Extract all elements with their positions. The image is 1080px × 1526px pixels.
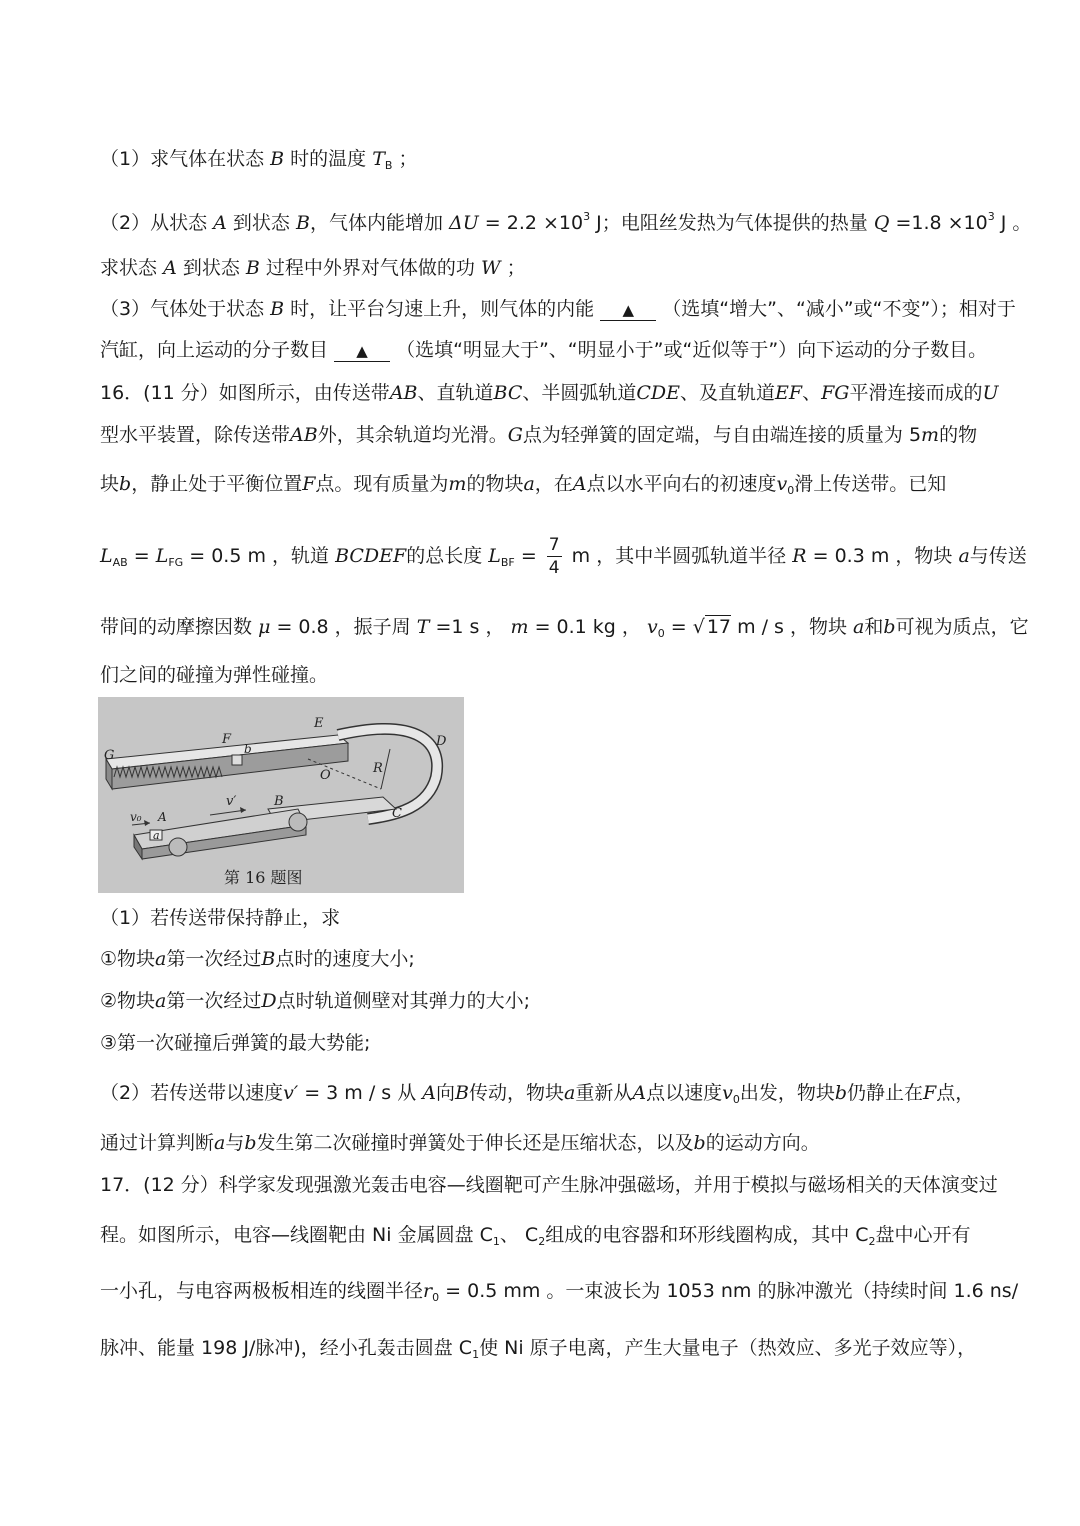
text: ；: [398, 148, 418, 170]
text: （选填“增大”、“减小”或“不变”）；相对于: [662, 298, 1016, 320]
text: 滑上传送带。已知: [794, 473, 947, 495]
subscript: 2: [538, 1235, 546, 1248]
text: ②物块: [100, 990, 156, 1012]
var: m: [510, 616, 529, 638]
text: ①物块: [100, 948, 156, 970]
q16-line3: [100, 471, 990, 504]
text: 们之间的碰撞为弹性碰撞。: [100, 664, 329, 686]
var: a: [155, 990, 167, 1012]
text: 、直轨道: [417, 382, 494, 404]
q16-sub1-1: [100, 946, 990, 972]
text: 时的温度: [290, 148, 367, 170]
var: a: [523, 473, 535, 495]
var: A: [572, 473, 587, 495]
var: b: [834, 1082, 848, 1104]
var: b: [119, 473, 132, 495]
text: m / s ，物块: [737, 616, 847, 638]
text: 仍静止在: [847, 1082, 924, 1104]
subscript: AB: [112, 556, 128, 569]
text: 点以速度: [646, 1082, 723, 1104]
text: （2）若传送带以速度: [100, 1082, 284, 1104]
text: 重新从: [575, 1082, 633, 1104]
var: Q: [873, 212, 890, 234]
q15-part2-cont: [100, 255, 990, 281]
subscript: 0: [732, 1093, 740, 1106]
text: 平滑连接而成的: [849, 382, 983, 404]
label-a: a: [153, 829, 160, 842]
text: 脉冲、能量 198 J/脉冲)，经小孔轰击圆盘 C: [100, 1337, 473, 1359]
sqrt-value: 17: [706, 616, 732, 638]
text: 汽缸，向上运动的分子数目: [100, 339, 329, 361]
var: ΔU: [449, 212, 479, 234]
subscript: 1: [492, 1235, 500, 1248]
text: 外，其余轨道均光滑。: [317, 424, 508, 446]
subscript: 0: [657, 627, 665, 640]
var: R: [792, 545, 807, 567]
answer-blank: ▲: [600, 300, 656, 321]
text: = 2.2 ×10: [484, 212, 584, 234]
text: 的总长度: [406, 545, 483, 567]
text: 17．(12 分）科学家发现强激光轰击电容—线圈靶可产生脉冲强磁场，并用于模拟与磁场相关的天体演变过: [100, 1174, 998, 1196]
text: 的运动方向。: [705, 1132, 820, 1154]
q15-part2: [100, 204, 1032, 236]
text: 第一次经过: [166, 990, 262, 1012]
track-diagram: [98, 697, 464, 893]
var: CDE: [636, 382, 681, 404]
subscript: 1: [472, 1348, 480, 1361]
q15-part1: [100, 146, 990, 179]
q16-line6: [100, 662, 990, 688]
text: = 0.3 m ，物块: [812, 545, 953, 567]
label-O: O: [320, 768, 331, 783]
text: 时，让平台匀速上升，则气体的内能: [290, 298, 595, 320]
label-B: B: [274, 794, 284, 809]
var: D: [261, 990, 277, 1012]
var: B: [245, 257, 260, 279]
text: ，气体内能增加: [309, 212, 443, 234]
q17-line4: [100, 1335, 990, 1368]
label-G: G: [104, 748, 115, 763]
label-vprime: v′: [226, 794, 237, 809]
text: 可视为质点，它: [895, 616, 1029, 638]
text: J 。: [1000, 212, 1032, 234]
text: =: [670, 616, 687, 638]
q16-sub2-cont: [100, 1130, 990, 1156]
text: 、 C: [499, 1224, 539, 1246]
block-b: [232, 755, 242, 765]
text: 点时轨道侧壁对其弹力的大小;: [276, 990, 531, 1012]
q16-line1: [100, 380, 999, 406]
label-R: R: [373, 761, 383, 776]
var: b: [883, 616, 896, 638]
var: A: [632, 1082, 647, 1104]
roller-left: [169, 838, 187, 856]
q16-line5: [100, 614, 1029, 647]
label-A: A: [158, 810, 167, 824]
q15-part3: [100, 296, 1016, 322]
var: v: [776, 473, 788, 495]
var: B: [270, 148, 285, 170]
text: 求状态: [100, 257, 158, 279]
text: ；: [506, 257, 526, 279]
var: EF: [775, 382, 803, 404]
text: 与传送: [969, 545, 1027, 567]
text: ，在: [534, 473, 573, 495]
var: b: [244, 1132, 257, 1154]
answer-blank: ▲: [334, 341, 390, 362]
text: 一小孔，与电容两极板相连的线圈半径: [100, 1280, 424, 1302]
text: J；电阻丝发热为气体提供的热量: [596, 212, 868, 234]
text: 到状态: [182, 257, 240, 279]
text: 、及直轨道: [680, 382, 776, 404]
roller-right: [289, 813, 307, 831]
text: 第一次经过: [166, 948, 262, 970]
sqrt-sign: √: [692, 616, 705, 638]
q16-line4: [100, 530, 1027, 582]
subscript: FG: [168, 556, 184, 569]
var: B: [295, 212, 310, 234]
text: = 3 m / s 从: [304, 1082, 417, 1104]
q16-sub1-2: [100, 988, 990, 1014]
var: AB: [389, 382, 418, 404]
q17-line3: [100, 1278, 1019, 1311]
var: a: [214, 1132, 226, 1154]
var: G: [507, 424, 523, 446]
subscript: 0: [432, 1291, 440, 1304]
text: 传动，物块: [468, 1082, 564, 1104]
text: 点，: [936, 1082, 975, 1104]
text: ③第一次碰撞后弹簧的最大势能;: [100, 1032, 371, 1054]
text: 点时的速度大小;: [275, 948, 415, 970]
var: A: [163, 257, 177, 279]
q16-sub2: [100, 1080, 990, 1113]
var: b: [693, 1132, 706, 1154]
var: AB: [290, 424, 318, 446]
subscript: 2: [868, 1235, 876, 1248]
label-F: F: [222, 732, 232, 747]
q16-sub1: [100, 905, 990, 931]
subscript: B: [384, 159, 393, 172]
text: 程。如图所示，电容—线圈靶由 Ni 金属圆盘 C: [100, 1224, 493, 1246]
text: 带间的动摩擦因数: [100, 616, 253, 638]
var: v: [646, 616, 658, 638]
var: F: [302, 473, 316, 495]
subscript: BF: [500, 556, 515, 569]
text: 与: [225, 1132, 245, 1154]
q16-figure: [98, 697, 464, 893]
text: 、: [802, 382, 822, 404]
text: （选填“明显大于”、“明显小于”或“近似等于”）向下运动的分子数目。: [396, 339, 988, 361]
var: W: [480, 257, 501, 279]
text: （3）气体处于状态: [100, 298, 265, 320]
text: = 0.8 ，振子周: [276, 616, 411, 638]
var: μ: [258, 616, 271, 638]
var: L: [100, 545, 113, 567]
text: 过程中外界对气体做的功: [265, 257, 475, 279]
var: v′: [283, 1082, 299, 1104]
text: 发生第二次碰撞时弹簧处于伸长还是压缩状态，以及: [256, 1132, 694, 1154]
numerator: 7: [548, 535, 560, 555]
label-D: D: [436, 734, 447, 749]
text: （1）求气体在状态: [100, 148, 265, 170]
label-b: b: [244, 742, 252, 756]
var: v: [722, 1082, 733, 1104]
text: 点。现有质量为: [315, 473, 449, 495]
text: ，静止处于平衡位置: [131, 473, 303, 495]
var: BCDEF: [335, 545, 407, 567]
var: m: [448, 473, 467, 495]
text: 到状态: [232, 212, 290, 234]
var: a: [564, 1082, 576, 1104]
var: a: [958, 545, 970, 567]
text: （2）从状态: [100, 212, 208, 234]
text: m ，其中半圆弧轨道半径: [571, 545, 787, 567]
text: 点以水平向右的初速度: [586, 473, 777, 495]
text: 通过计算判断: [100, 1132, 215, 1154]
label-E: E: [314, 716, 324, 731]
text: = 0.5 mm 。一束波长为 1053 nm 的脉冲激光（持续时间 1.6 ns/: [445, 1280, 1019, 1302]
text: 盘中心开有: [875, 1224, 971, 1246]
var: B: [270, 298, 285, 320]
text: =1.8 ×10: [895, 212, 988, 234]
label-v0: v₀: [130, 810, 142, 824]
text: =: [520, 545, 537, 567]
var: A: [422, 1082, 436, 1104]
text: 、半圆弧轨道: [522, 382, 637, 404]
text: 块: [100, 473, 120, 495]
var: U: [982, 382, 999, 404]
var: L: [488, 545, 501, 567]
var: B: [455, 1082, 469, 1104]
subscript: 0: [787, 484, 795, 497]
var: F: [923, 1082, 937, 1104]
text: 点为轻弹簧的固定端，与自由端连接的质量为 5: [522, 424, 922, 446]
text: = 0.1 kg ，: [534, 616, 641, 638]
q16-sub1-3: [100, 1030, 990, 1056]
text: 向: [436, 1082, 456, 1104]
var: T: [372, 148, 385, 170]
text: 和: [864, 616, 884, 638]
q16-line2: [100, 422, 990, 448]
var: L: [155, 545, 169, 567]
var: T: [416, 616, 430, 638]
superscript: 3: [583, 210, 591, 223]
text: （1）若传送带保持静止，求: [100, 907, 341, 929]
superscript: 3: [987, 210, 995, 223]
text: =: [133, 545, 150, 567]
var: m: [921, 424, 940, 446]
var: a: [155, 948, 167, 970]
label-C: C: [392, 806, 402, 821]
denominator: 4: [548, 558, 560, 578]
text: 出发，物块: [739, 1082, 835, 1104]
text: 的物: [939, 424, 978, 446]
text: =1 s ，: [435, 616, 505, 638]
q17-line2: [100, 1222, 990, 1255]
var: a: [853, 616, 865, 638]
var: A: [213, 212, 227, 234]
var: BC: [493, 382, 523, 404]
text: = 0.5 m ，轨道: [189, 545, 330, 567]
var: B: [261, 948, 276, 970]
var: FG: [821, 382, 850, 404]
text: 16．(11 分）如图所示，由传送带: [100, 382, 390, 404]
text: 的物块: [466, 473, 524, 495]
q17-line1: [100, 1172, 998, 1198]
var: r: [423, 1280, 433, 1302]
figure-caption: 第 16 题图: [224, 868, 303, 887]
q15-part3-cont: [100, 337, 990, 363]
text: 型水平装置，除传送带: [100, 424, 291, 446]
fraction: [547, 534, 562, 579]
text: 组成的电容器和环形线圈构成，其中 C: [545, 1224, 869, 1246]
text: 使 Ni 原子电离，产生大量电子（热效应、多光子效应等），: [479, 1337, 977, 1359]
